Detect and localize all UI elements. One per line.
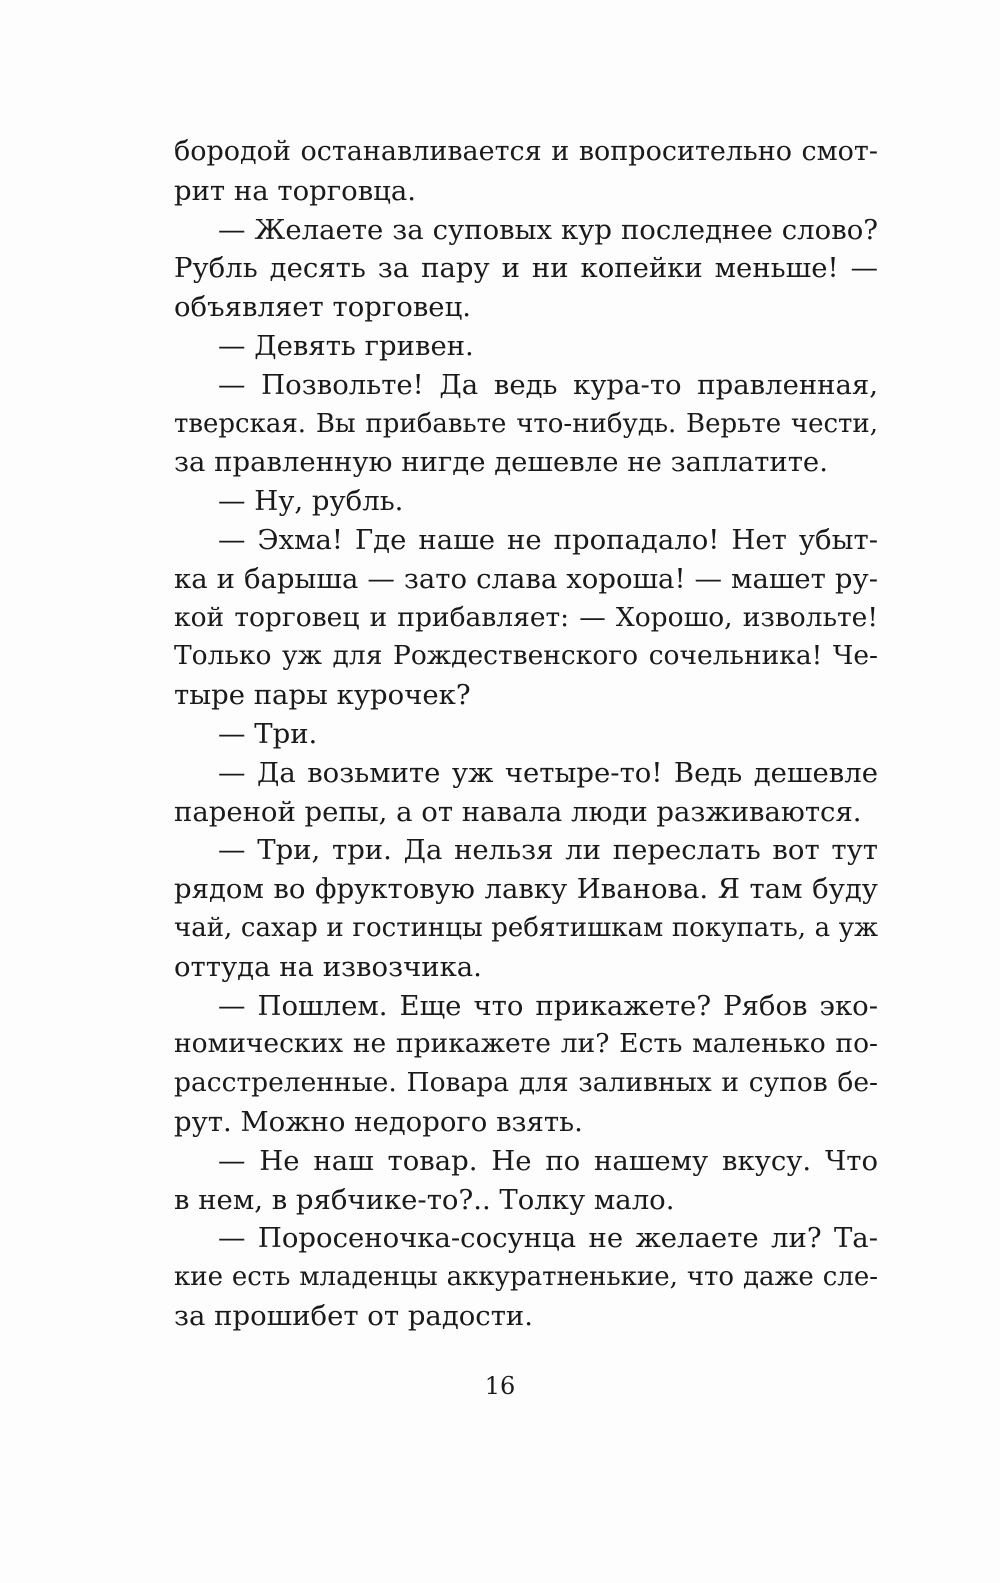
text-line: — Не наш товар. Не по нашему вкусу. Что (218, 1144, 878, 1177)
text-line: — Поросеночка-сосунца не желаете ли? Та- (218, 1222, 878, 1255)
text-line: — Да возьмите уж четыре-то! Ведь дешевле (218, 756, 878, 789)
text-line: кой торговец и прибавляет: — Хорошо, извольте! (174, 601, 878, 633)
text-line: рит на торговца. (174, 174, 416, 207)
page-number: 16 (484, 1372, 516, 1400)
text-line: — Пошлем. Еще что прикажете? Рябов эко- (218, 989, 878, 1022)
text-line: номических не прикажете ли? Есть маленько по- (174, 1028, 878, 1060)
text-line: бородой останавливается и вопросительно смот- (174, 136, 878, 167)
text-line: расстреленные. Повара для заливных и супов бе- (174, 1067, 878, 1099)
text-line: тверская. Вы прибавьте что-нибудь. Верьте чести, (174, 408, 878, 439)
text-line: чай, сахар и гостинцы ребятишкам покупать, а уж (174, 912, 878, 943)
text-line: — Три, три. Да нельзя ли переслать вот тут (218, 834, 878, 867)
text-line: рядом во фруктовую лавку Иванова. Я там буду (174, 873, 878, 906)
text-line: кие есть младенцы аккуратненькие, что даже сле- (174, 1262, 878, 1293)
text-line: объявляет торговец. (174, 291, 472, 324)
text-line: Рубль десять за пару и ни копейки меньше! — (174, 252, 878, 285)
text-line: ка и барыша — зато слава хороша! — машет ру- (174, 562, 878, 595)
text-line: за прошибет от радости. (174, 1299, 533, 1332)
body-text (174, 133, 878, 1336)
text-line: в нем, в рябчике-то?.. Толку мало. (174, 1183, 675, 1216)
text-line: оттуда на извозчика. (174, 950, 482, 983)
text-line: за правленную нигде дешевле не заплатите. (174, 446, 828, 479)
text-line: рут. Можно недорого взять. (174, 1105, 583, 1138)
text-line: тыре пары курочек? (174, 679, 471, 712)
text-line: — Позвольте! Да ведь кура-то правленная, (218, 368, 878, 401)
text-line: Только уж для Рождественского сочельника! Че- (174, 640, 878, 672)
text-line: пареной репы, а от навала люди разживаются. (174, 795, 862, 828)
text-line: — Три. (218, 717, 318, 750)
text-line: — Желаете за суповых кур последнее слово? (218, 213, 878, 246)
text-line: — Девять гривен. (218, 329, 474, 362)
text-line: — Ну, рубль. (218, 485, 404, 518)
text-line: — Эхма! Где наше не пропадало! Нет убыт- (218, 523, 878, 556)
